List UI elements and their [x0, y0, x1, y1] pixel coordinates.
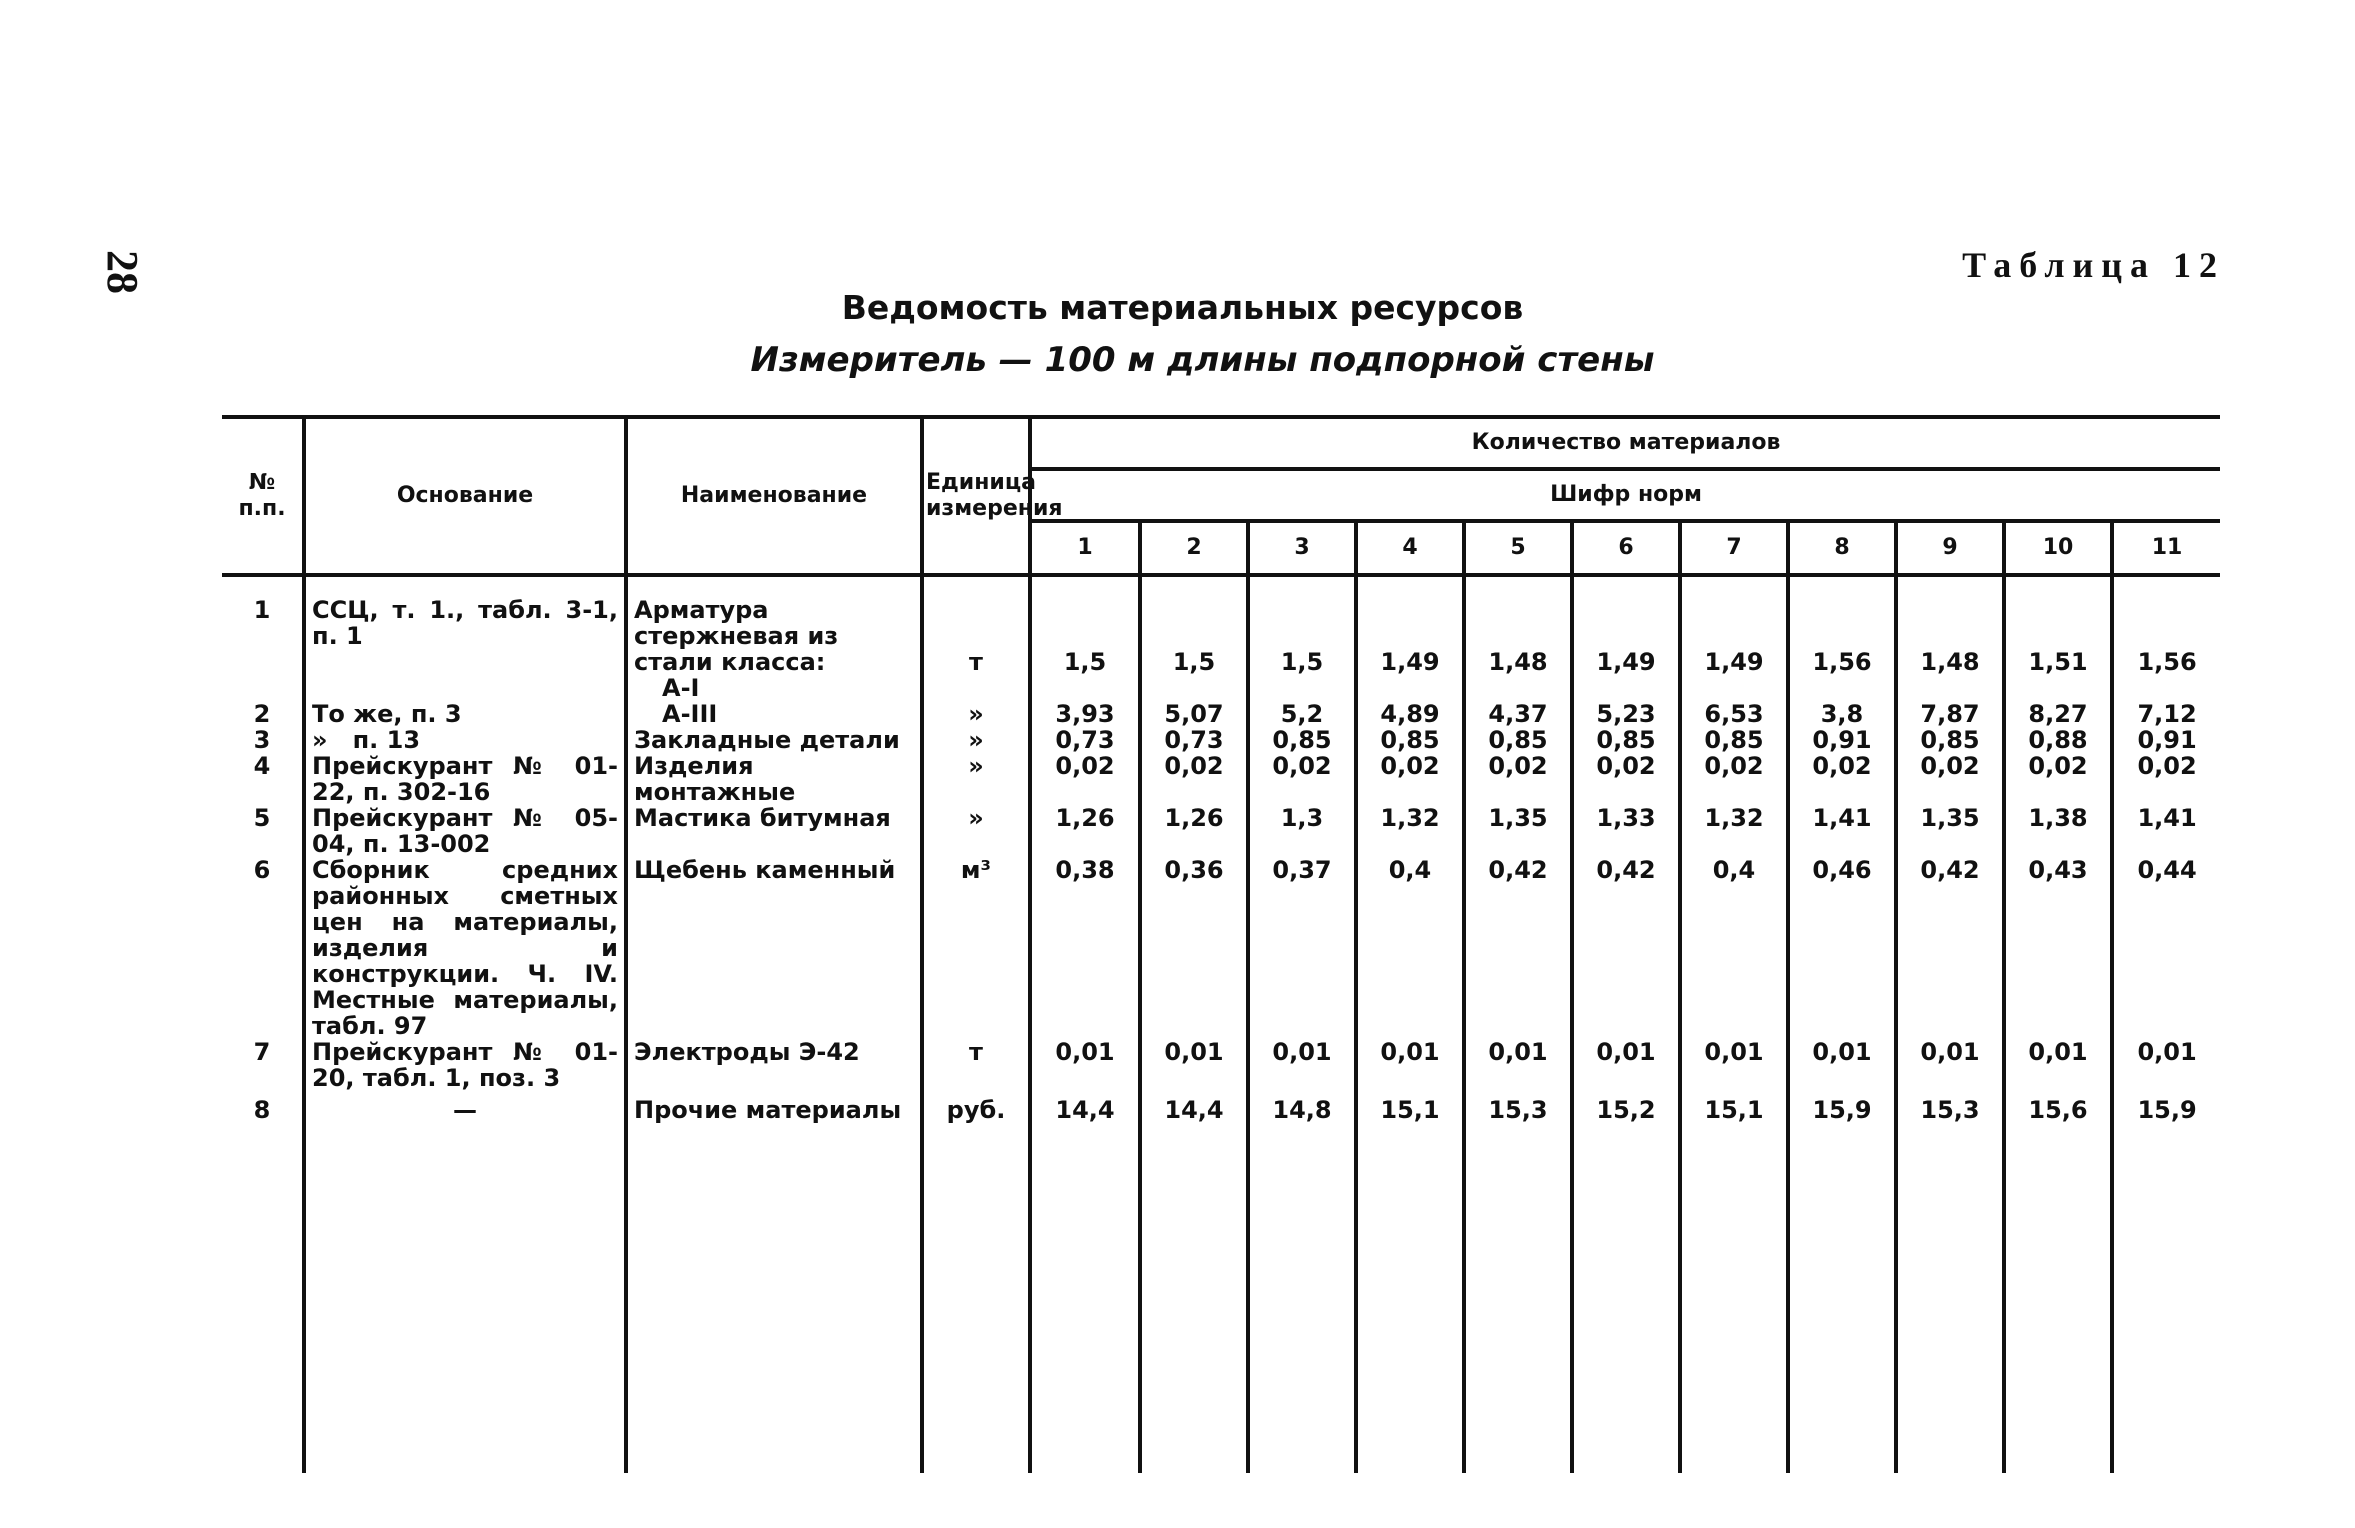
- row-value: 1,33: [1572, 805, 1680, 857]
- row-value: 0,85: [1896, 727, 2004, 753]
- header-quantity: Количество материалов: [1030, 417, 2220, 469]
- table-label: Таблица 12: [1962, 245, 2225, 285]
- row-value: 0,4: [1356, 857, 1464, 1039]
- header-name: Наименование: [626, 417, 922, 575]
- row-unit: м³: [922, 857, 1030, 1039]
- header-code-11: 11: [2112, 521, 2220, 575]
- row-value: 1,49: [1680, 575, 1788, 701]
- row-value: 1,26: [1030, 805, 1140, 857]
- row-value: 0,01: [1464, 1039, 1572, 1091]
- row-basis: То же, п. 3: [304, 701, 626, 727]
- row-unit: »: [922, 753, 1030, 805]
- row-value: 3,8: [1788, 701, 1896, 727]
- row-value: 0,85: [1464, 727, 1572, 753]
- row-value: 0,42: [1572, 857, 1680, 1039]
- row-value: 5,23: [1572, 701, 1680, 727]
- row-name-sub: А-I: [662, 674, 700, 702]
- row-value: 0,43: [2004, 857, 2112, 1039]
- row-value: 0,02: [1896, 753, 2004, 805]
- row-name: Мастика битумная: [626, 805, 922, 857]
- header-code-2: 2: [1140, 521, 1248, 575]
- table-row-4: [222, 753, 2220, 805]
- row-value: 0,73: [1140, 727, 1248, 753]
- row-value: 1,38: [2004, 805, 2112, 857]
- row-num: 2: [253, 700, 271, 728]
- row-basis: —: [304, 1091, 626, 1123]
- row-value: 1,41: [2112, 805, 2220, 857]
- document-title: Ведомость материальных ресурсов: [841, 288, 1524, 327]
- row-value: 0,01: [2112, 1039, 2220, 1091]
- row-value: 0,37: [1248, 857, 1356, 1039]
- header-code-9: 9: [1896, 521, 2004, 575]
- row-value: 5,2: [1248, 701, 1356, 727]
- row-value: 0,02: [1140, 753, 1248, 805]
- row-value: 1,32: [1680, 805, 1788, 857]
- row-value: 6,53: [1680, 701, 1788, 727]
- row-value: 14,8: [1248, 1091, 1356, 1123]
- row-value: 0,4: [1680, 857, 1788, 1039]
- row-value: 0,02: [2112, 753, 2220, 805]
- table-row-6: [222, 857, 2220, 1039]
- table-row-1: [222, 575, 2220, 701]
- row-value: 1,35: [1896, 805, 2004, 857]
- row-value: 0,88: [2004, 727, 2112, 753]
- row-basis: Прейскурант № 01-20, табл. 1, поз. 3: [304, 1039, 626, 1091]
- row-value: 15,3: [1464, 1091, 1572, 1123]
- table-filler-row: [222, 1123, 2220, 1473]
- row-num: 8: [253, 1096, 271, 1124]
- row-value: 1,3: [1248, 805, 1356, 857]
- row-value: 0,01: [1248, 1039, 1356, 1091]
- header-code-7: 7: [1680, 521, 1788, 575]
- row-value: 14,4: [1030, 1091, 1140, 1123]
- header-basis: Основание: [304, 417, 626, 575]
- row-name-text: Арматура стержневая из стали класса:: [634, 596, 839, 676]
- row-value: 0,02: [1356, 753, 1464, 805]
- row-value: 0,02: [1572, 753, 1680, 805]
- header-code-4: 4: [1356, 521, 1464, 575]
- row-value: 1,35: [1464, 805, 1572, 857]
- row-value: 0,85: [1248, 727, 1356, 753]
- row-value: 0,01: [1680, 1039, 1788, 1091]
- table-row-7: [222, 1039, 2220, 1091]
- row-value: 1,56: [1788, 575, 1896, 701]
- row-unit: »: [922, 727, 1030, 753]
- row-value: 0,42: [1896, 857, 2004, 1039]
- row-value: 1,5: [1140, 575, 1248, 701]
- row-value: 0,02: [1464, 753, 1572, 805]
- row-value: 1,41: [1788, 805, 1896, 857]
- row-value: 1,51: [2004, 575, 2112, 701]
- row-basis: Сборник средних районных сметных цен на материалы, изделия и конструкции. Ч. IV. Местные материалы, табл. 97: [304, 857, 626, 1039]
- row-value: 0,01: [1030, 1039, 1140, 1091]
- document-subtitle: Измеритель — 100 м длины подпорной стены: [750, 340, 1655, 380]
- table-row-5: [222, 805, 2220, 857]
- row-value: 0,02: [1030, 753, 1140, 805]
- row-basis: Прейскурант № 01-22, п. 302-16: [304, 753, 626, 805]
- table-row-2: [222, 701, 2220, 727]
- row-value: 0,01: [2004, 1039, 2112, 1091]
- row-num: 3: [253, 726, 271, 754]
- row-num: 1: [253, 596, 271, 624]
- row-value: 7,12: [2112, 701, 2220, 727]
- row-value: 0,01: [1896, 1039, 2004, 1091]
- row-value: 0,91: [1788, 727, 1896, 753]
- row-value: 1,49: [1572, 575, 1680, 701]
- row-value: 0,02: [1788, 753, 1896, 805]
- row-value: 1,32: [1356, 805, 1464, 857]
- row-value: 0,38: [1030, 857, 1140, 1039]
- row-value: 0,01: [1356, 1039, 1464, 1091]
- row-value: 0,01: [1140, 1039, 1248, 1091]
- row-value: 15,6: [2004, 1091, 2112, 1123]
- row-value: 1,56: [2112, 575, 2220, 701]
- row-name-text: А-III: [662, 700, 718, 728]
- row-value: 0,02: [1680, 753, 1788, 805]
- resources-table: [222, 415, 2220, 1473]
- row-value: 0,85: [1572, 727, 1680, 753]
- row-unit: »: [922, 701, 1030, 727]
- row-value: 4,89: [1356, 701, 1464, 727]
- row-value: 0,36: [1140, 857, 1248, 1039]
- row-value: 15,1: [1680, 1091, 1788, 1123]
- row-value: 15,2: [1572, 1091, 1680, 1123]
- row-value: 7,87: [1896, 701, 2004, 727]
- table-row-3: [222, 727, 2220, 753]
- row-value: 0,02: [2004, 753, 2112, 805]
- row-value: 0,01: [1788, 1039, 1896, 1091]
- row-value: 0,91: [2112, 727, 2220, 753]
- row-value: 1,5: [1248, 575, 1356, 701]
- row-name: [626, 701, 922, 727]
- header-code-3: 3: [1248, 521, 1356, 575]
- header-code-10: 10: [2004, 521, 2112, 575]
- page-number: 28: [98, 250, 147, 294]
- row-value: 0,85: [1680, 727, 1788, 753]
- row-value: 1,48: [1464, 575, 1572, 701]
- row-value: 15,1: [1356, 1091, 1464, 1123]
- row-basis: Прейскурант № 05-04, п. 13-002: [304, 805, 626, 857]
- row-value: 14,4: [1140, 1091, 1248, 1123]
- header-code-8: 8: [1788, 521, 1896, 575]
- row-value: 1,48: [1896, 575, 2004, 701]
- row-value: 1,26: [1140, 805, 1248, 857]
- row-value: 0,01: [1572, 1039, 1680, 1091]
- row-name: Щебень каменный: [626, 857, 922, 1039]
- row-num: 4: [253, 752, 271, 780]
- row-value: 15,9: [1788, 1091, 1896, 1123]
- row-value: 8,27: [2004, 701, 2112, 727]
- row-value: 15,9: [2112, 1091, 2220, 1123]
- row-name: Закладные детали: [626, 727, 922, 753]
- header-code-1: 1: [1030, 521, 1140, 575]
- row-num: 5: [253, 804, 271, 832]
- row-name: Электроды Э-42: [626, 1039, 922, 1091]
- header-code-5: 5: [1464, 521, 1572, 575]
- row-value: 0,85: [1356, 727, 1464, 753]
- header-code: Шифр норм: [1030, 469, 2220, 521]
- header-unit: Единица измерения: [922, 417, 1030, 575]
- row-value: 0,46: [1788, 857, 1896, 1039]
- row-basis: » п. 13: [304, 727, 626, 753]
- row-value: 0,02: [1248, 753, 1356, 805]
- table-row-8: [222, 1091, 2220, 1123]
- row-value: 1,49: [1356, 575, 1464, 701]
- row-unit: т: [922, 575, 1030, 701]
- row-name: [626, 575, 922, 701]
- header-code-6: 6: [1572, 521, 1680, 575]
- row-value: 0,44: [2112, 857, 2220, 1039]
- row-num: 7: [253, 1038, 271, 1066]
- row-value: 0,42: [1464, 857, 1572, 1039]
- row-name: Изделия монтажные: [626, 753, 922, 805]
- row-value: 15,3: [1896, 1091, 2004, 1123]
- row-value: 1,5: [1030, 575, 1140, 701]
- row-value: 4,37: [1464, 701, 1572, 727]
- row-unit: руб.: [922, 1091, 1030, 1123]
- row-unit: т: [922, 1039, 1030, 1091]
- row-unit: »: [922, 805, 1030, 857]
- header-num: № п.п.: [222, 417, 304, 575]
- row-value: 0,73: [1030, 727, 1140, 753]
- header-row-1: [222, 417, 2220, 469]
- row-value: 3,93: [1030, 701, 1140, 727]
- row-name: Прочие материалы: [626, 1091, 922, 1123]
- row-num: 6: [253, 856, 271, 884]
- row-value: 5,07: [1140, 701, 1248, 727]
- row-basis: ССЦ, т. 1., табл. 3-1, п. 1: [304, 575, 626, 701]
